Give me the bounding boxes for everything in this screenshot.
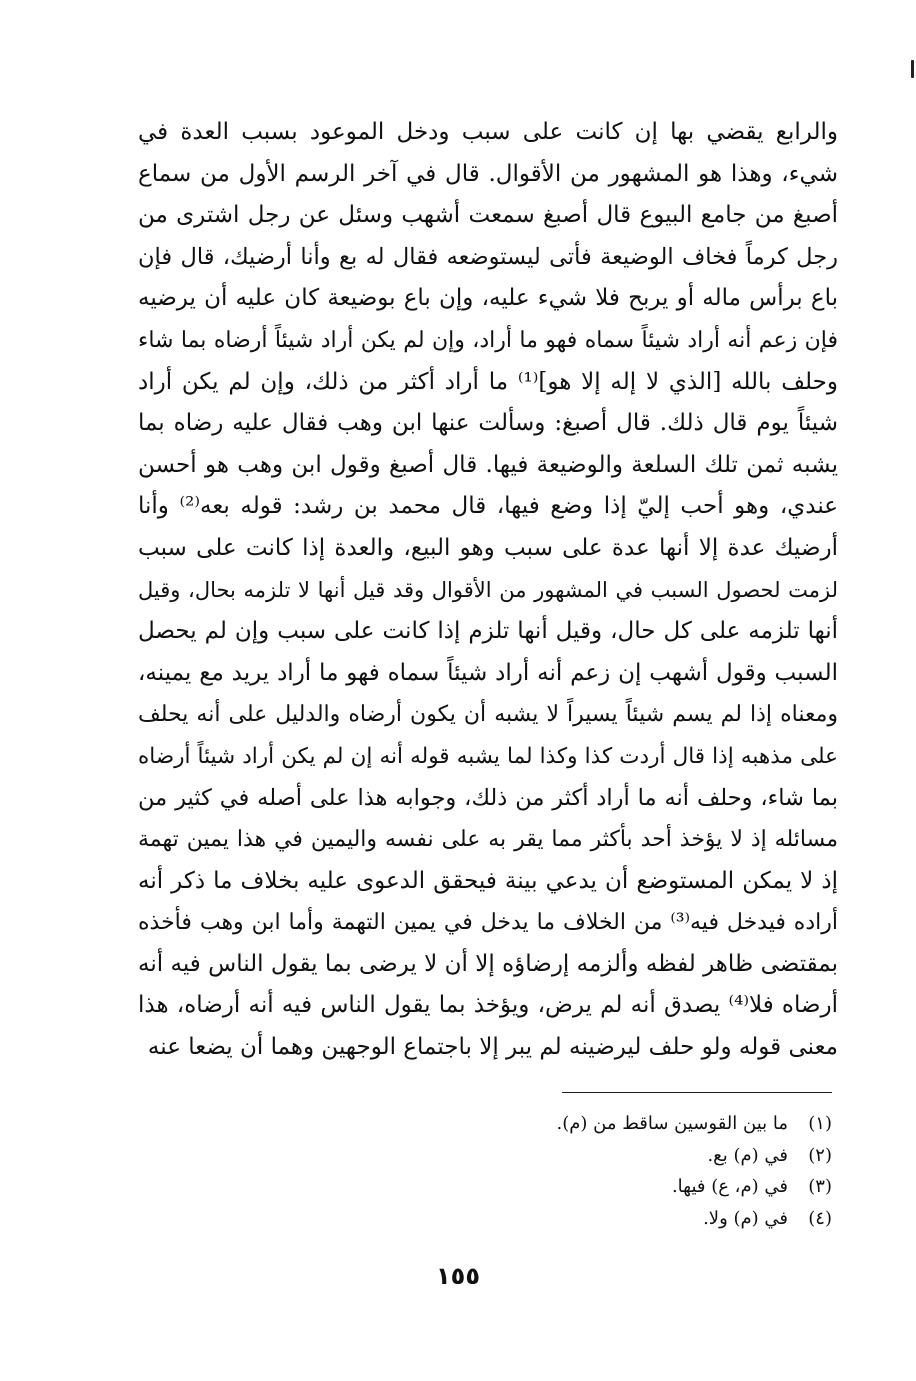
body-line: أنها تلزمه على كل حال، وقيل أنها تلزم إذا كانت على سبب وإن لم يحصل: [138, 618, 838, 645]
body-line: بمقتضى ظاهر لفظه وألزمه إرضاؤه إلا أن لا يرضى بما يقول الناس فيه أنه: [138, 950, 838, 977]
footnote-text: في (م) بع.: [707, 1144, 788, 1166]
body-line: على مذهبه إذا قال أردت كذا وكذا لما يشبه قوله أنه إن لم يكن أراد شيئاً أرضاه: [138, 743, 838, 769]
body-line: إذ لا يمكن المستوضع أن يدعي بينة فيحقق الدعوى عليه بخلاف ما ذكر أنه: [138, 867, 838, 894]
footnote-number: (١): [808, 1113, 832, 1134]
footnote: [412, 1203, 832, 1235]
footnote: [412, 1171, 832, 1203]
body-line: معنى قوله ولو حلف ليرضينه لم يبر إلا باجتماع الوجهين وهما أن يضعا عنه: [147, 1034, 838, 1061]
footnote-text: في (م) ولا.: [703, 1207, 788, 1229]
footnote: [412, 1140, 832, 1172]
body-line: ومعناه إذا لم يسم شيئاً يسيراً لا يشبه أن يكون أرضاه والدليل على أنه يحلف: [138, 702, 838, 728]
body-line: فإن زعم أنه أراد شيئاً سماه فهو ما أراد، وإن لم يكن أراد شيئاً أرضاه بما شاء: [138, 327, 838, 353]
body-line: باع برأس ماله أو يربح فلا شيء عليه، وإن باع بوضيعة كان عليه أن يرضيه: [138, 285, 838, 312]
footnote-text: في (م، ع) فيها.: [671, 1176, 788, 1197]
body-line: رجل كرماً فخاف الوضيعة فأتى ليستوضعه فقال له بع وأنا أرضيك، قال فإن: [138, 243, 838, 270]
body-line: شيئاً يوم قال ذلك. قال أصبغ: وسألت عنها ابن وهب فقال عليه رضاه بما: [138, 410, 838, 437]
body-line: السبب وقول أشهب إن زعم أنه أراد شيئاً سماه فهو ما أراد يريد مع يمينه،: [138, 659, 838, 686]
footnote-text: ما بين القوسين ساقط من (م).: [556, 1113, 788, 1134]
body-line: والرابع يقضي بها إن كانت على سبب ودخل الموعود بسبب العدة في: [138, 119, 838, 145]
footnote-number: (٢): [808, 1144, 832, 1166]
body-line: يشبه ثمن تلك السلعة والوضيعة فيها. قال أصبغ وقول ابن وهب هو أحسن: [138, 451, 838, 478]
body-line: لزمت لحصول السبب في المشهور من الأقوال وقد قيل أنها لا تلزمه بحال، وقيل: [138, 577, 838, 602]
body-line: عندي، وهو أحب إليّ إذا وضع فيها، قال محمد بن رشد: قوله بعه⁽²⁾ وأنا: [138, 493, 838, 520]
body-line: أرضيك عدة إلا أنها عدة على سبب وهو البيع، والعدة إذا كانت على سبب: [138, 534, 838, 561]
body-line: مسائله إذ لا يؤخذ أحد بأكثر مما يقر به على نفسه واليمين في هذا يمين تهمة: [138, 827, 838, 853]
body-line: بما شاء، وحلف أنه ما أراد أكثر من ذلك، وجوابه هذا على أصله في كثير من: [138, 784, 838, 811]
body-line: أراده فيدخل فيه⁽³⁾ من الخلاف ما يدخل في يمين التهمة وأما ابن وهب فأخذه: [138, 910, 838, 936]
body-line: أصبغ من جامع البيوع قال أصبغ سمعت أشهب وسئل عن رجل اشترى من: [138, 202, 838, 229]
body-text: [138, 112, 838, 1069]
body-line: وحلف بالله [الذي لا إله إلا هو]⁽¹⁾ ما أراد أكثر من ذلك، وإن لم يكن أراد: [138, 368, 838, 395]
body-line: شيء، وهذا هو المشهور من الأقوال. قال في آخر الرسم الأول من سماع: [138, 160, 838, 187]
footnote: [412, 1108, 832, 1140]
page-number: ١٥٥: [436, 1262, 480, 1290]
footnotes: [412, 1108, 832, 1234]
footnote-separator: [562, 1092, 832, 1093]
body-line: أرضاه فلا⁽⁴⁾ يصدق أنه لم يرض، ويؤخذ بما يقول الناس فيه أنه أرضاه، هذا: [138, 992, 838, 1019]
footnote-number: (٤): [808, 1207, 832, 1229]
footnote-number: (٣): [808, 1176, 832, 1197]
page-edge-mark: [911, 60, 914, 78]
